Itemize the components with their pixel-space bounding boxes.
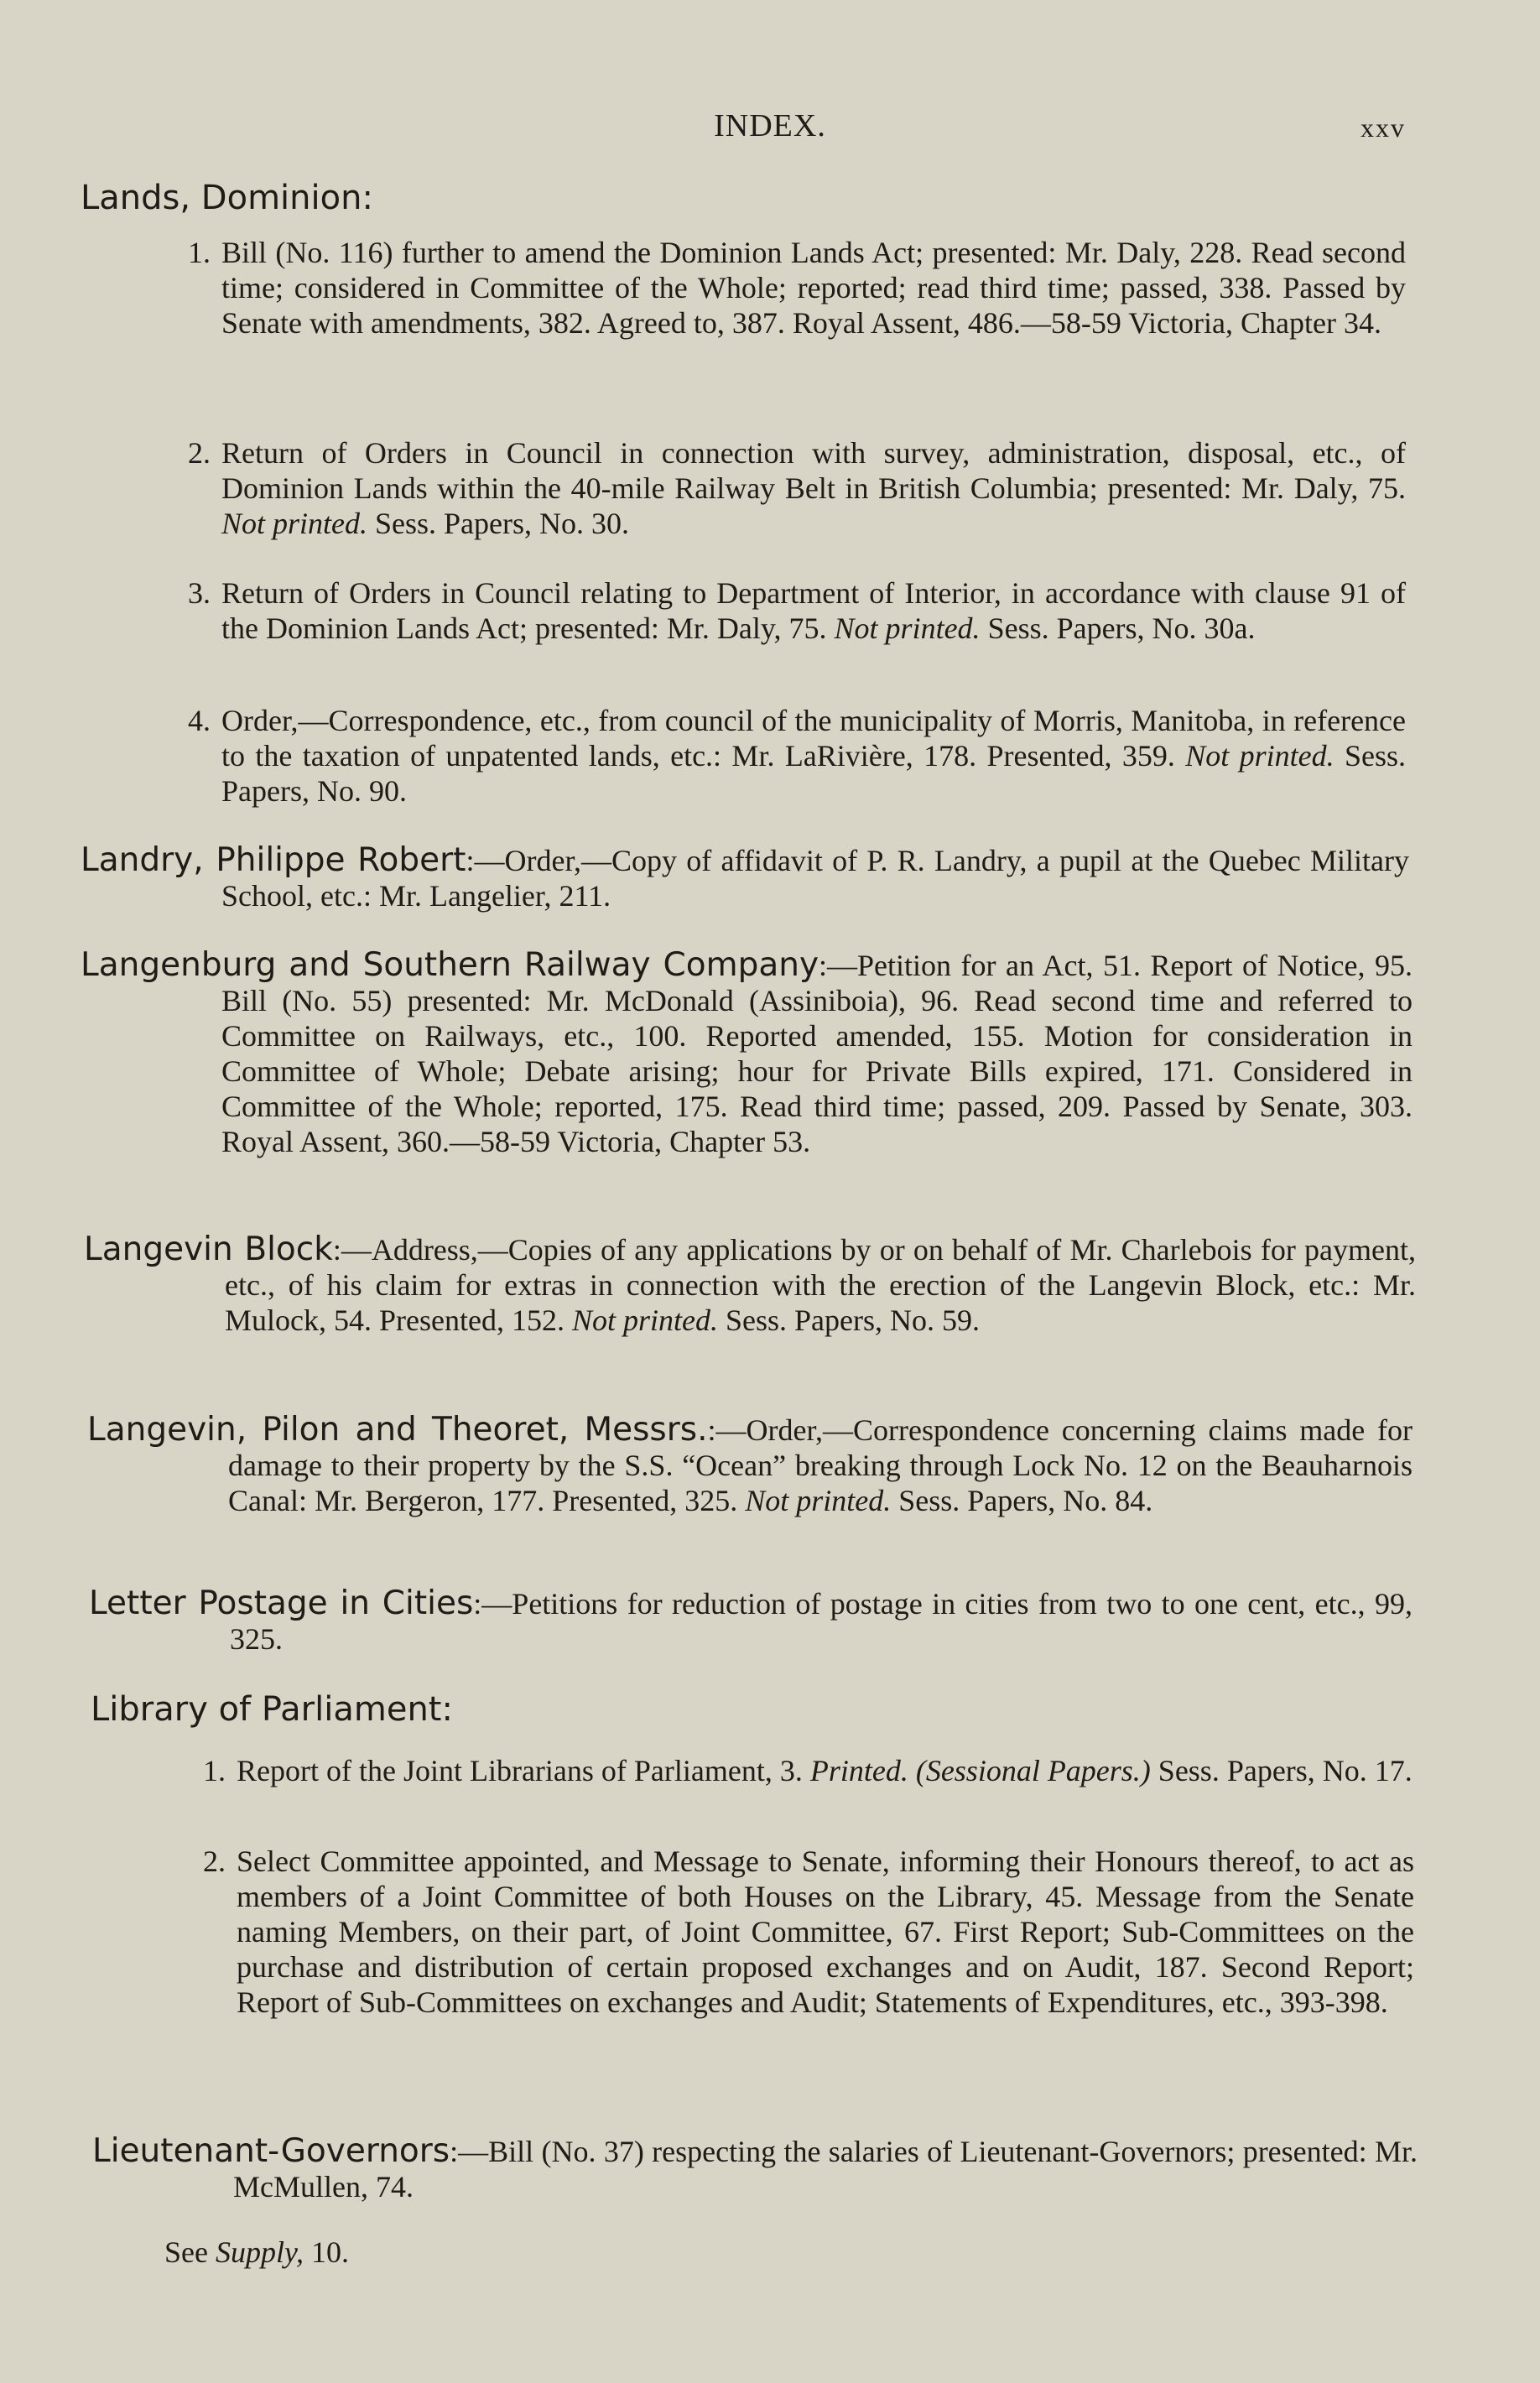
not-printed-note: Not printed.: [1185, 739, 1334, 773]
lands-item-3: [188, 575, 1406, 646]
page-number: xxv: [1361, 112, 1406, 143]
item-text: Return of Orders in Council in connection with survey, administration, disposal, etc., of Dominion Lands within the 40-mile Railway Belt in British Columbia; presented: Mr. Daly, 75.: [221, 436, 1406, 505]
heading-library-of-parliament: Library of Parliament:: [91, 1690, 453, 1729]
heading-lands-dominion: Lands, Dominion:: [81, 179, 373, 217]
item-number: 2.: [188, 436, 211, 470]
lands-item-4: [188, 703, 1406, 809]
lands-item-1: [188, 235, 1406, 341]
see-page: 10.: [310, 2235, 349, 2269]
item-text: Return of Orders in Council relating to Department of Interior, in accordance with clause 91 of the Dominion Lands Act; presented: Mr. Daly, 75.: [221, 576, 1406, 645]
entry-langevin-block: [84, 1232, 1416, 1338]
not-printed-note: Not printed.: [571, 1303, 718, 1337]
item-text: Order,—Correspondence, etc., from council of the municipality of Morris, Manitoba, in reference to the taxation of unpatented lands, etc.: Mr. LaRivière, 178. Presented, 359.: [221, 704, 1406, 773]
sess-papers-ref: Sess. Papers, No. 30.: [375, 507, 630, 540]
not-printed-note: Not printed.: [834, 611, 981, 645]
entry-lieutenant-governors: [92, 2134, 1418, 2204]
see-reference: [164, 2235, 349, 2270]
item-number: 1.: [203, 1754, 226, 1787]
not-printed-note: Not printed.: [221, 507, 368, 540]
see-target: Supply,: [215, 2235, 304, 2269]
item-number: 2.: [203, 1844, 226, 1878]
library-item-1: [203, 1753, 1414, 1788]
entry-text: :—Petition for an Act, 51. Report of Notice, 95. Bill (No. 55) presented: Mr. McDonald (Assiniboia), 96. Read second time and referred to Committee on Railways, etc., 100. Reported amended, 155. Motion for consideration in Committee of Whole; Debate arising; hour for Private Bills expired, 171. Considered in Committee of the Whole; reported, 175. Read third time; passed, 209. Passed by Senate, 303. Royal Assent, 360.—58-59 Victoria, Chapter 53.: [221, 949, 1413, 1158]
entry-heading: Letter Postage in Cities: [89, 1584, 474, 1622]
entry-heading: Langenburg and Southern Railway Company: [81, 946, 819, 984]
sess-papers-ref: Sess. Papers, No. 30a.: [987, 611, 1256, 645]
entry-langenburg: [81, 948, 1413, 1159]
entry-heading: Landry, Philippe Robert: [81, 841, 466, 879]
lands-item-2: [188, 435, 1406, 541]
entry-heading: Lieutenant-Governors: [92, 2132, 450, 2170]
entry-heading: Langevin Block: [84, 1231, 333, 1268]
entry-letter-postage: [89, 1586, 1413, 1657]
sess-papers-ref: Sess. Papers, No. 17.: [1158, 1754, 1413, 1787]
entry-text: :—Address,—Copies of any applications by or on behalf of Mr. Charlebois for payment, etc., of his claim for extras in connection with the erection of the Langevin Block, etc.: Mr. Mulock, 54. Presented, 152.: [225, 1233, 1416, 1337]
item-text: Report of the Joint Librarians of Parliament, 3.: [237, 1754, 803, 1787]
entry-text: :—Petitions for reduction of postage in cities from two to one cent, etc., 99, 325.: [230, 1587, 1413, 1656]
item-number: 4.: [188, 704, 211, 737]
sess-papers-ref: Sess. Papers, No. 90.: [221, 739, 1406, 808]
not-printed-note: Not printed.: [745, 1484, 892, 1517]
entry-langevin-pilon-theoret: [87, 1413, 1413, 1518]
running-head: [0, 107, 1540, 149]
item-number: 1.: [188, 236, 211, 269]
entry-text: :—Order,—Copy of affidavit of P. R. Landry, a pupil at the Quebec Military School, etc.: Mr. Langelier, 211.: [221, 844, 1409, 913]
sess-papers-ref: Sess. Papers, No. 59.: [725, 1303, 980, 1337]
printed-note: Printed. (Sessional Papers.): [809, 1754, 1151, 1787]
library-item-2: [203, 1844, 1414, 2020]
entry-heading: Langevin, Pilon and Theoret, Messrs.: [87, 1411, 708, 1449]
entry-landry: [81, 843, 1409, 913]
see-prefix: See: [164, 2235, 208, 2269]
page-title: INDEX.: [714, 108, 826, 143]
item-text: Bill (No. 116) further to amend the Dominion Lands Act; presented: Mr. Daly, 228. Read second time; considered in Committee of the Whole; reported; read third time; passed, 338. Passed by Senate with amendments, 382. Agreed to, 387. Royal Assent, 486.—58-59 Victoria, Chapter 34.: [221, 236, 1406, 340]
item-number: 3.: [188, 576, 211, 610]
entry-text: :—Order,—Correspondence concerning claims made for damage to their property by the S.S. “Ocean” breaking through Lock No. 12 on the Beauharnois Canal: Mr. Bergeron, 177. Presented, 325.: [228, 1413, 1413, 1517]
entry-text: :—Bill (No. 37) respecting the salaries of Lieutenant-Governors; presented: Mr. McMullen, 74.: [233, 2135, 1418, 2203]
item-text: Select Committee appointed, and Message to Senate, informing their Honours thereof, to act as members of a Joint Committee of both Houses on the Library, 45. Message from the Senate naming Members, on their part, of Joint Committee, 67. First Report; Sub-Committees on the purchase and distribution of certain proposed exchanges and on Audit, 187. Second Report; Report of Sub-Committees on exchanges and Audit; Statements of Expenditures, etc., 393-398.: [237, 1844, 1414, 2019]
sess-papers-ref: Sess. Papers, No. 84.: [898, 1484, 1153, 1517]
